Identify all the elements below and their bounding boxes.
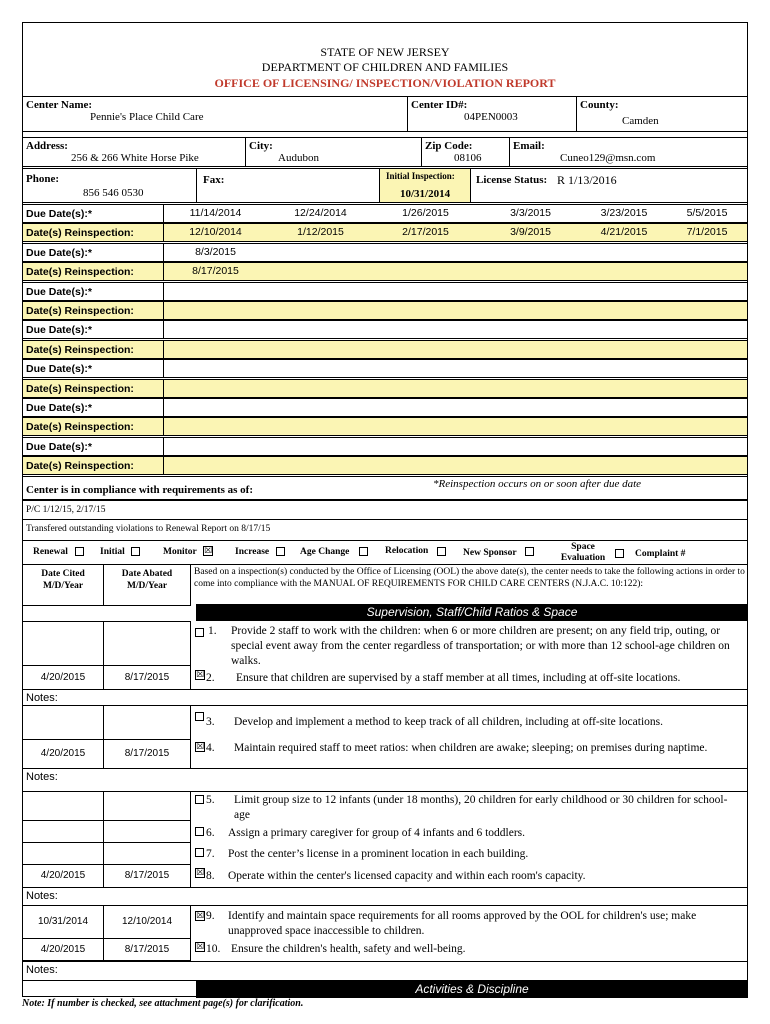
reinspection-label: Date(s) Reinspection: — [26, 227, 134, 240]
date-cited-cell — [22, 739, 104, 769]
date-cell: 3/23/2015 — [600, 207, 648, 219]
date-cited-header — [22, 564, 104, 606]
inspection-type-row — [22, 540, 748, 565]
date-abated-cell — [103, 621, 191, 666]
notes-label: Notes: — [26, 771, 58, 783]
item-4-text: Maintain required staff to meet ratios: when children are awake; sleeping; on premises during naptime. — [234, 742, 708, 754]
date-cell — [268, 341, 373, 358]
date-cell — [163, 302, 268, 319]
date-abated-header — [103, 564, 191, 606]
zip-box — [421, 137, 510, 167]
center-id-label: Center ID#: — [411, 99, 468, 111]
date-cell: 1/26/2015 — [402, 207, 449, 219]
date-cell — [163, 438, 268, 455]
transfer-note-row — [22, 519, 748, 541]
date-cited-cell — [22, 842, 104, 865]
email-label: Email: — [513, 140, 545, 152]
date-cited-cell — [22, 864, 104, 888]
date-cell — [583, 380, 665, 397]
type-space-evaluation-label: Space Evaluation — [560, 542, 606, 563]
date-cell — [478, 360, 583, 377]
due-date-row — [22, 359, 748, 378]
date-abated-value: 8/17/2015 — [124, 870, 170, 881]
fax-label: Fax: — [203, 174, 225, 186]
date-cell — [268, 438, 373, 455]
date-abated-value: 12/10/2014 — [121, 916, 173, 927]
due-date-label: Due Date(s):* — [26, 440, 92, 453]
date-cell — [373, 244, 478, 261]
item-1-checkbox[interactable] — [195, 628, 204, 637]
type-renewal-label: Renewal — [33, 547, 68, 557]
date-abated-cell — [103, 938, 191, 961]
email-box — [509, 137, 748, 167]
type-complaint-label: Complaint # — [635, 549, 686, 559]
date-abated-cell — [103, 739, 191, 769]
date-cell — [478, 457, 583, 474]
item-3-text: Develop and implement a method to keep track of all children, including at off-site locations. — [234, 716, 663, 728]
date-cited-value: 4/20/2015 — [40, 748, 86, 759]
date-cited-value: 10/31/2014 — [37, 916, 89, 927]
due-date-label: Due Date(s):* — [26, 246, 92, 259]
date-cell — [583, 360, 665, 377]
date-cell — [163, 380, 268, 397]
phone-label: Phone: — [26, 173, 59, 185]
item-2-number: 2. — [206, 672, 215, 684]
reinspection-label: Date(s) Reinspection: — [26, 460, 134, 473]
item-9-text: Identify and maintain space requirements for all rooms approved by the OOL for children's use; make unapproved space inaccessible to children. — [228, 910, 697, 937]
date-cell: 2/17/2015 — [402, 226, 449, 239]
reinspection-label: Date(s) Reinspection: — [26, 305, 134, 317]
item-10-text: Ensure the children's health, safety and well-being. — [231, 943, 466, 955]
date-cell — [583, 263, 665, 280]
date-cell — [163, 283, 268, 300]
relocation-checkbox[interactable] — [437, 547, 446, 556]
date-cell: 8/17/2015 — [192, 265, 239, 278]
date-cell: 5/5/2015 — [686, 207, 728, 219]
item-5-checkbox[interactable] — [195, 795, 204, 804]
date-cell — [268, 263, 373, 280]
date-cell — [583, 399, 665, 416]
date-cell: 8/3/2015 — [195, 245, 236, 258]
date-cell — [373, 263, 478, 280]
email-value: Cuneo129@msn.com — [560, 152, 656, 164]
pc-note-row — [22, 500, 748, 520]
date-cell: 4/21/2015 — [600, 226, 648, 239]
due-date-row — [22, 282, 748, 301]
date-cited-cell — [22, 621, 104, 666]
license-status-value: R 1/13/2016 — [557, 173, 617, 187]
date-cell — [163, 341, 268, 358]
date-cell — [665, 360, 749, 377]
item-3-number: 3. — [206, 716, 215, 728]
center-name-box — [22, 96, 408, 132]
date-cell — [268, 380, 373, 397]
date-cell — [268, 360, 373, 377]
date-cell — [373, 341, 478, 358]
date-cell — [478, 380, 583, 397]
date-cell — [665, 418, 749, 435]
date-cell — [478, 263, 583, 280]
date-cited-cell — [22, 705, 104, 740]
date-cell — [163, 457, 268, 474]
date-cell — [478, 283, 583, 300]
item-6-text: Assign a primary caregiver for group of 4 infants and 6 toddlers. — [228, 827, 526, 839]
initial-inspection-label: Initial Inspection: — [386, 171, 455, 181]
date-cell — [583, 457, 665, 474]
reinspection-label: Date(s) Reinspection: — [26, 343, 134, 356]
date-cell: 12/10/2014 — [189, 226, 242, 239]
date-cell — [583, 321, 665, 338]
center-id-value: 04PEN0003 — [464, 111, 518, 123]
city-box — [245, 137, 422, 167]
notes-label: Notes: — [26, 890, 58, 902]
date-cell — [583, 244, 665, 261]
center-id-box — [407, 96, 577, 132]
date-cell — [478, 418, 583, 435]
reinspection-row — [22, 379, 748, 398]
item-2-checkbox[interactable]: ☒ — [196, 670, 205, 680]
date-cell — [268, 283, 373, 300]
phone-value: 856 546 0530 — [83, 187, 144, 199]
city-value: Audubon — [278, 152, 319, 164]
notes-label: Notes: — [26, 692, 58, 704]
item-8-number: 8. — [206, 870, 215, 882]
center-name-value: Pennie's Place Child Care — [90, 111, 204, 123]
date-cell — [665, 302, 749, 319]
date-cited-cell — [22, 791, 104, 821]
date-cell — [478, 438, 583, 455]
date-cell — [373, 283, 478, 300]
date-cell: 12/24/2014 — [294, 207, 347, 219]
item-9-number: 9. — [206, 910, 215, 922]
address-box — [22, 137, 246, 167]
footer-note: Note: If number is checked, see attachment page(s) for clarification. — [22, 998, 304, 1009]
item-8-text: Operate within the center's licensed capacity and within each room's capacity. — [228, 870, 586, 882]
due-date-row — [22, 398, 748, 417]
initial-inspection-value: 10/31/2014 — [400, 188, 451, 200]
type-age-change-label: Age Change — [300, 547, 350, 557]
type-relocation-label: Relocation — [385, 546, 429, 556]
date-cell: 7/1/2015 — [686, 226, 728, 239]
date-cell — [665, 341, 749, 358]
zip-value: 08106 — [454, 152, 482, 164]
date-cell — [268, 399, 373, 416]
date-abated-value: 8/17/2015 — [124, 944, 170, 955]
date-cell — [665, 399, 749, 416]
notes-row — [22, 689, 748, 706]
date-cell — [583, 418, 665, 435]
date-cited-cell — [22, 938, 104, 961]
item-1-text: Provide 2 staff to work with the children: when 6 or more children are present; on any field trip, outing, or special event away from the center regardless of transportation; or with more than 12 school-age children on walks. — [231, 625, 730, 667]
reinspection-row — [22, 223, 748, 242]
reinspection-row — [22, 417, 748, 436]
item-9-checkbox[interactable]: ☒ — [196, 911, 205, 921]
header-report-title: OFFICE OF LICENSING/ INSPECTION/VIOLATION REPORT — [214, 76, 556, 90]
phone-box — [22, 168, 197, 203]
pc-note: P/C 1/12/15, 2/17/15 — [26, 505, 106, 515]
date-abated-value: 8/17/2015 — [124, 748, 170, 759]
compliance-intro: Based on a inspection(s) conducted by the Office of Licensing (OOL) the above date(s), the center needs to take the following actions in order to come into compliance with the MANUAL OF REQUIREMENTS FOR CHILD CARE CENTERS (N.J.A.C. 10:122): — [194, 567, 745, 589]
type-new-sponsor-label: New Sponsor — [463, 548, 517, 558]
space-evaluation-checkbox[interactable] — [615, 549, 624, 558]
date-cited-value: 4/20/2015 — [40, 944, 86, 955]
type-increase-label: Increase — [235, 547, 270, 557]
date-cell — [373, 438, 478, 455]
reinspection-row — [22, 456, 748, 475]
date-cell — [583, 283, 665, 300]
notes-label: Notes: — [26, 964, 58, 976]
section-activities-header: Activities & Discipline — [196, 981, 748, 998]
reinspection-row — [22, 340, 748, 359]
renewal-checkbox[interactable] — [75, 547, 84, 556]
date-cell: 1/12/2015 — [297, 226, 344, 239]
due-date-row — [22, 437, 748, 456]
date-cell — [478, 341, 583, 358]
item-6-checkbox[interactable] — [195, 827, 204, 836]
date-cell — [665, 283, 749, 300]
item-2-text: Ensure that children are supervised by a staff member at all times, including at off-site locations. — [236, 672, 681, 684]
date-cell — [583, 341, 665, 358]
item-6-number: 6. — [206, 827, 215, 839]
address-label: Address: — [26, 140, 68, 152]
date-abated-cell — [103, 905, 191, 939]
date-cell — [478, 302, 583, 319]
date-cell — [268, 321, 373, 338]
item-8-checkbox[interactable]: ☒ — [196, 868, 205, 878]
date-cell — [665, 380, 749, 397]
date-cell — [163, 399, 268, 416]
date-cited-cell — [22, 665, 104, 690]
notes-row — [22, 768, 748, 792]
due-date-row — [22, 243, 748, 262]
date-cell — [478, 244, 583, 261]
date-cell — [163, 418, 268, 435]
initial-inspection-box — [379, 168, 471, 203]
license-status-box — [470, 168, 748, 203]
county-label: County: — [580, 99, 619, 111]
date-abated-cell — [103, 864, 191, 888]
date-cell — [268, 302, 373, 319]
date-abated-cell — [103, 820, 191, 843]
date-cell — [665, 457, 749, 474]
date-abated-value: 8/17/2015 — [124, 672, 170, 683]
item-7-text: Post the center’s license in a prominent location in each building. — [228, 848, 529, 860]
date-cell: 3/9/2015 — [510, 226, 551, 239]
zip-label: Zip Code: — [425, 140, 473, 152]
date-cited-value: 4/20/2015 — [40, 672, 86, 683]
date-cell — [163, 360, 268, 377]
county-box — [576, 96, 748, 132]
item-7-number: 7. — [206, 848, 215, 860]
reinspection-row — [22, 262, 748, 281]
date-abated-label: Date Abated M/D/Year — [121, 569, 173, 591]
monitor-checkbox[interactable]: ☒ — [204, 546, 213, 556]
date-cited-value: 4/20/2015 — [40, 870, 86, 881]
date-cell — [373, 302, 478, 319]
due-date-label: Due Date(s):* — [26, 324, 92, 337]
date-abated-cell — [103, 665, 191, 690]
date-cited-cell — [22, 905, 104, 939]
item-1-number: 1. — [208, 625, 217, 637]
county-value: Camden — [622, 115, 659, 127]
date-cell — [665, 321, 749, 338]
date-cell — [373, 380, 478, 397]
transfer-note: Transfered outstanding violations to Renewal Report on 8/17/15 — [26, 524, 271, 534]
header-state: STATE OF NEW JERSEY — [320, 45, 450, 59]
date-cell — [268, 244, 373, 261]
due-date-label: Due Date(s):* — [26, 363, 92, 376]
date-abated-cell — [103, 705, 191, 740]
date-cell — [583, 302, 665, 319]
address-value: 256 & 266 White Horse Pike — [71, 152, 199, 164]
item-4-checkbox[interactable]: ☒ — [196, 742, 205, 752]
due-date-label: Due Date(s):* — [26, 285, 92, 298]
item-10-number: 10. — [206, 943, 221, 955]
date-cell — [373, 399, 478, 416]
city-label: City: — [249, 140, 273, 152]
center-name-label: Center Name: — [26, 99, 93, 111]
item-5-number: 5. — [206, 794, 215, 806]
date-cell — [373, 360, 478, 377]
due-date-label: Due Date(s):* — [26, 208, 92, 220]
new-sponsor-checkbox[interactable] — [525, 547, 534, 556]
reinspection-label: Date(s) Reinspection: — [26, 266, 134, 279]
date-cell — [373, 418, 478, 435]
due-date-label: Due Date(s):* — [26, 402, 92, 414]
item-10-checkbox[interactable]: ☒ — [196, 942, 205, 952]
date-cell — [268, 457, 373, 474]
fax-box — [196, 168, 380, 203]
compliance-row — [22, 476, 748, 500]
due-date-row — [22, 204, 748, 223]
date-abated-cell — [103, 791, 191, 821]
date-cited-label: Date Cited M/D/Year — [41, 569, 85, 591]
notes-row — [22, 887, 748, 906]
header-department: DEPARTMENT OF CHILDREN AND FAMILIES — [261, 60, 509, 74]
notes-row — [22, 961, 748, 981]
reinspection-note: *Reinspection occurs on or soon after due date — [433, 478, 642, 490]
date-abated-cell — [103, 842, 191, 865]
date-cell — [373, 457, 478, 474]
date-cell — [373, 321, 478, 338]
item-3-checkbox[interactable] — [195, 712, 204, 721]
compliance-label: Center is in compliance with requirements as of: — [26, 484, 254, 496]
item-5-text: Limit group size to 12 infants (under 18 months), 20 children for early childhood or 30 children for school-age — [234, 794, 728, 821]
item-4-number: 4. — [206, 742, 215, 754]
date-cell: 11/14/2014 — [189, 207, 242, 219]
section-supervision-header: Supervision, Staff/Child Ratios & Space — [196, 604, 748, 621]
date-cited-cell — [22, 820, 104, 843]
item-7-checkbox[interactable] — [195, 848, 204, 857]
date-cell — [478, 399, 583, 416]
increase-checkbox[interactable] — [276, 547, 285, 556]
date-cell: 3/3/2015 — [510, 207, 551, 219]
type-initial-label: Initial — [100, 547, 125, 557]
date-cell — [665, 244, 749, 261]
type-monitor-label: Monitor — [163, 547, 197, 557]
date-cell — [583, 438, 665, 455]
date-cell — [163, 321, 268, 338]
reinspection-row — [22, 301, 748, 320]
reinspection-label: Date(s) Reinspection: — [26, 382, 134, 395]
due-date-row — [22, 320, 748, 339]
reinspection-label: Date(s) Reinspection: — [26, 421, 134, 434]
date-cell — [478, 321, 583, 338]
date-cell — [665, 263, 749, 280]
date-cell — [665, 438, 749, 455]
license-status-label: License Status: — [476, 174, 548, 186]
date-cell — [268, 418, 373, 435]
initial-checkbox[interactable] — [131, 547, 140, 556]
age-change-checkbox[interactable] — [359, 547, 368, 556]
